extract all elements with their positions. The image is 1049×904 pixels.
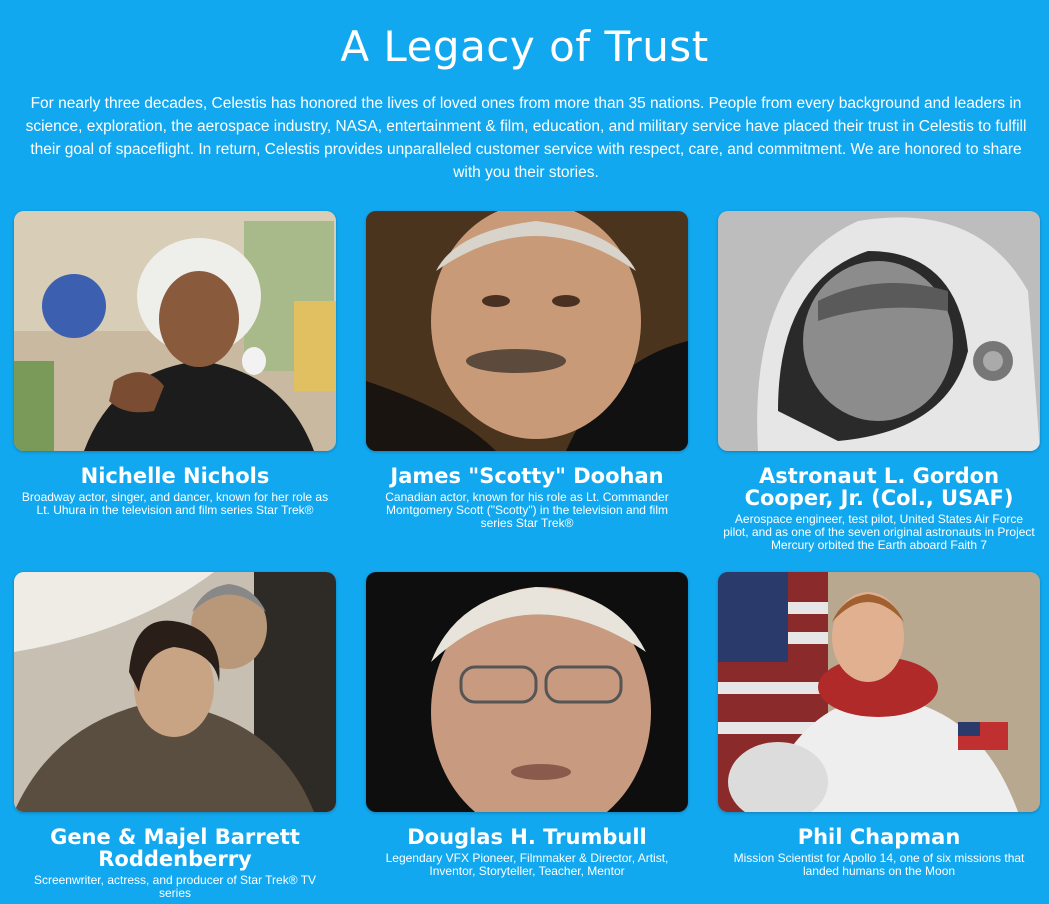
person-name: Gene & Majel Barrett Roddenberry [50, 825, 300, 871]
person-card-roddenberry[interactable] [14, 572, 336, 900]
portrait-photo[interactable] [366, 211, 688, 451]
person-name: Astronaut L. Gordon Cooper, Jr. (Col., USAF) [744, 464, 1014, 510]
person-description: Mission Scientist for Apollo 14, one of six missions that landed humans on the Moon [733, 851, 1025, 878]
person-description: Broadway actor, singer, and dancer, known for her role as Lt. Uhura in the television and film series Star Trek® [21, 490, 329, 517]
person-card-gordon-cooper[interactable] [718, 211, 1040, 552]
person-name: Phil Chapman [797, 825, 961, 849]
person-description: Aerospace engineer, test pilot, United States Air Force pilot, and as one of the seven original astronauts in Project Mercury orbited the Earth aboard Faith 7 [723, 512, 1035, 552]
person-card-douglas-trumbull[interactable] [366, 572, 688, 878]
person-description: Screenwriter, actress, and producer of Star Trek® TV series [33, 873, 317, 900]
section-intro: For nearly three decades, Celestis has honored the lives of loved ones from more than 35 nations. People from every background and leaders in science, exploration, the aerospace industry, NASA, entertainment & film, education, and military service have placed their trust in Celestis to fulfill their goal of spaceflight. In return, Celestis provides unparalleled customer service with respect, care, and commitment. We are honored to share with you their stories. [25, 95, 1027, 181]
person-card-nichelle-nichols[interactable] [14, 211, 336, 517]
portrait-photo[interactable] [14, 572, 336, 812]
person-card-james-doohan[interactable] [366, 211, 688, 530]
person-name: Douglas H. Trumbull [407, 825, 647, 849]
person-name: James "Scotty" Doohan [390, 464, 664, 488]
portrait-photo[interactable] [718, 572, 1040, 812]
person-description: Legendary VFX Pioneer, Filmmaker & Director, Artist, Inventor, Storyteller, Teacher, Mentor [385, 851, 669, 878]
person-name: Nichelle Nichols [80, 464, 270, 488]
person-card-phil-chapman[interactable] [718, 572, 1040, 878]
portrait-photo[interactable] [14, 211, 336, 451]
person-description: Canadian actor, known for his role as Lt. Commander Montgomery Scott ("Scotty") in the television and film series Star Trek® [385, 490, 669, 530]
section-title: A Legacy of Trust [340, 22, 709, 71]
portrait-photo[interactable] [366, 572, 688, 812]
portrait-photo[interactable] [718, 211, 1040, 451]
